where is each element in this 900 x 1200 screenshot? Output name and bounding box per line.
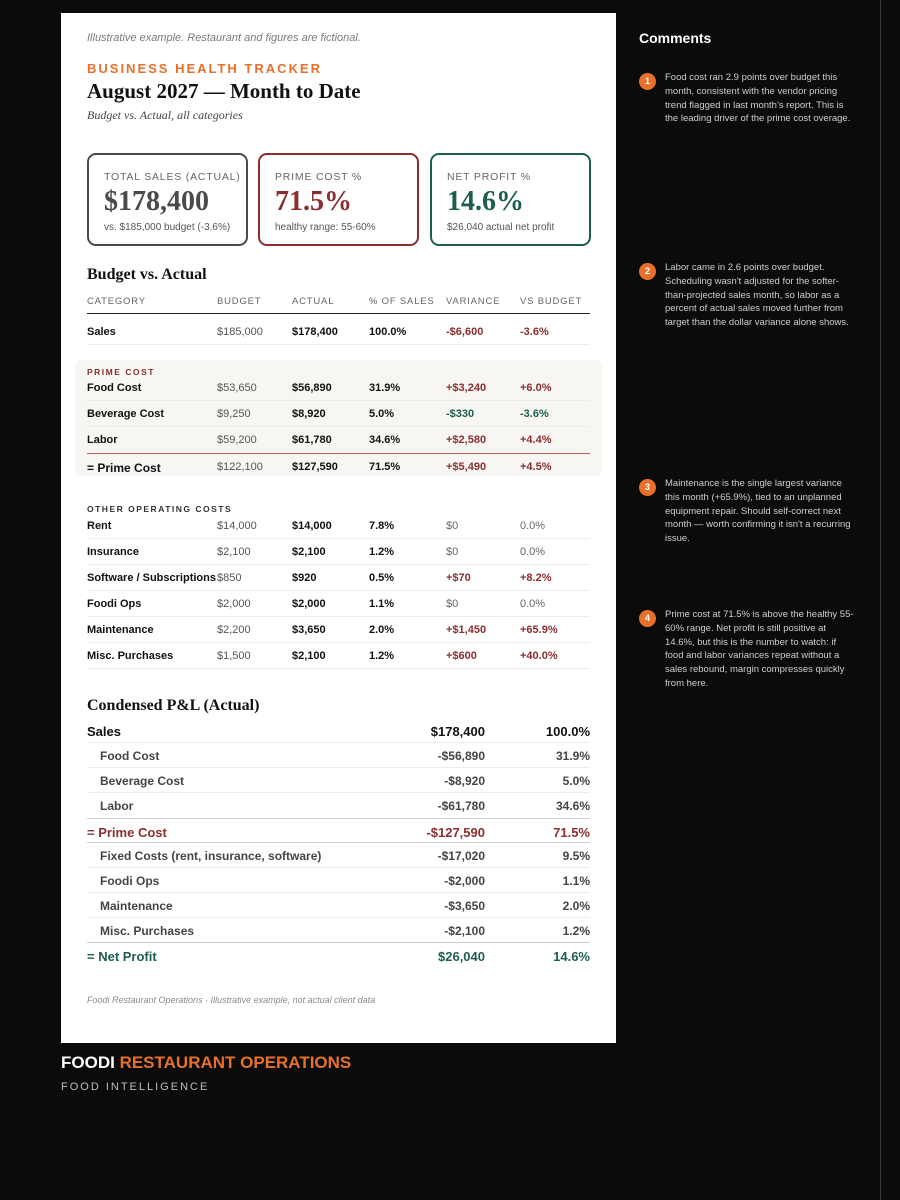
kpi-total-sales <box>87 153 248 246</box>
col-header-actual: ACTUAL <box>292 296 335 307</box>
cell-actual: $3,650 <box>292 624 326 636</box>
pl-label: Beverage Cost <box>100 774 185 788</box>
cell-pct-sales: 2.0% <box>369 624 395 636</box>
table-row-software <box>87 565 590 591</box>
pl-amount: -$56,890 <box>437 749 485 763</box>
table-row-food-cost <box>87 375 590 401</box>
pl-amount: $26,040 <box>438 949 485 964</box>
pl-amount: $178,400 <box>430 724 485 739</box>
pl-row-food-cost <box>87 743 590 768</box>
pl-pct: 34.6% <box>555 799 590 813</box>
pl-pct: 71.5% <box>553 825 590 840</box>
table-row-rent <box>87 513 590 539</box>
pl-row-misc-purchases <box>87 918 590 943</box>
pl-pct: 2.0% <box>562 899 590 913</box>
col-header-variance: VARIANCE <box>446 296 501 307</box>
kpi-label: NET PROFIT % <box>447 171 531 183</box>
cell-category: = Prime Cost <box>87 461 161 475</box>
cell-actual: $2,000 <box>292 598 326 610</box>
pl-pct: 5.0% <box>562 774 590 788</box>
cell-actual: $14,000 <box>292 520 332 532</box>
cell-actual: $178,400 <box>292 326 338 338</box>
brand-tagline: FOOD INTELLIGENCE <box>61 1081 210 1093</box>
pl-row-net-profit <box>87 942 590 967</box>
pl-label: = Net Profit <box>87 949 157 964</box>
cell-variance: +$600 <box>446 650 477 662</box>
cell-budget: $2,000 <box>217 598 251 610</box>
pl-label: Maintenance <box>100 899 173 913</box>
report-page <box>61 13 616 1043</box>
brand-name-accent: RESTAURANT OPERATIONS <box>119 1053 352 1072</box>
cell-budget: $9,250 <box>217 408 251 420</box>
comment-text: Maintenance is the single largest variance this month (+65.9%), tied to an unplanned equipment repair. Should self-correct next month — worth confirming it isn't a recurring issue. <box>665 478 851 545</box>
report-footnote: Foodi Restaurant Operations · Illustrative example, not actual client data <box>87 995 376 1005</box>
comment-text: Prime cost at 71.5% is above the healthy 55-60% range. Net profit is still positive at 14.6%, but this is the number to watch: if food and labor variances repeat without a sales rebound, margin compresses quickly from here. <box>665 609 854 689</box>
pl-label: = Prime Cost <box>87 825 167 840</box>
cell-vs-budget: +65.9% <box>520 624 558 636</box>
pl-row-fixed-costs <box>87 843 590 868</box>
pl-pct: 100.0% <box>545 724 590 739</box>
cell-pct-sales: 71.5% <box>369 461 401 473</box>
pl-amount: -$127,590 <box>426 825 485 840</box>
cell-pct-sales: 1.2% <box>369 650 395 662</box>
cell-vs-budget: 0.0% <box>520 598 546 610</box>
table-row-maintenance <box>87 617 590 643</box>
cell-category: Labor <box>87 434 118 446</box>
cell-variance: +$5,490 <box>446 461 487 473</box>
prime-cost-group-label: PRIME COST <box>87 367 155 377</box>
kpi-net-profit <box>430 153 591 246</box>
comment-text: Food cost ran 2.9 points over budget this month, consistent with the vendor pricing trend flagged in last month's report. This is the leading driver of the prime cost overage. <box>665 72 851 125</box>
kpi-subtext: vs. $185,000 budget (-3.6%) <box>104 222 231 233</box>
cell-pct-sales: 1.1% <box>369 598 395 610</box>
kpi-label: TOTAL SALES (ACTUAL) <box>104 171 241 183</box>
comment-text: Labor came in 2.6 points over budget. Scheduling wasn't adjusted for the softer-than-projected sales month, so labor as a percent of actual sales moved further from target than the dollar variance alone shows. <box>665 262 849 329</box>
table-row-misc-purchases <box>87 643 590 669</box>
kpi-subtext: healthy range: 55-60% <box>275 222 376 233</box>
report-title: August 2027 — Month to Date <box>87 79 361 103</box>
cell-vs-budget: -3.6% <box>520 408 549 420</box>
col-header-pct-sales: % OF SALES <box>369 296 435 307</box>
cell-variance: +$2,580 <box>446 434 487 446</box>
pl-row-foodi-ops <box>87 868 590 893</box>
pl-row-sales <box>87 718 590 743</box>
cell-budget: $185,000 <box>217 326 263 338</box>
cell-actual: $2,100 <box>292 546 326 558</box>
cell-budget: $14,000 <box>217 520 257 532</box>
cell-budget: $850 <box>217 572 242 584</box>
cell-variance: -$330 <box>446 408 475 420</box>
pl-amount: -$17,020 <box>437 849 485 863</box>
pl-label: Sales <box>87 724 121 739</box>
pl-label: Fixed Costs (rent, insurance, software) <box>100 849 322 863</box>
cell-pct-sales: 100.0% <box>369 326 407 338</box>
cell-actual: $127,590 <box>292 461 338 473</box>
col-header-budget: BUDGET <box>217 296 262 307</box>
kpi-subtext: $26,040 actual net profit <box>447 222 555 233</box>
cell-variance: $0 <box>446 598 459 610</box>
cell-category: Rent <box>87 520 112 532</box>
cell-category: Foodi Ops <box>87 598 142 610</box>
cell-pct-sales: 0.5% <box>369 572 395 584</box>
cell-budget: $59,200 <box>217 434 257 446</box>
cell-actual: $2,100 <box>292 650 326 662</box>
report-subtitle: Budget vs. Actual, all categories <box>87 108 243 122</box>
cell-pct-sales: 34.6% <box>369 434 401 446</box>
pl-pct: 1.1% <box>562 874 590 888</box>
cell-vs-budget: +8.2% <box>520 572 552 584</box>
pl-pct: 14.6% <box>553 949 590 964</box>
cell-actual: $920 <box>292 572 317 584</box>
cell-budget: $122,100 <box>217 461 263 473</box>
cell-variance: +$3,240 <box>446 382 487 394</box>
table-row-prime-cost-total <box>87 453 590 479</box>
pl-label: Misc. Purchases <box>100 924 195 938</box>
table-row-labor <box>87 427 590 453</box>
right-edge-rule <box>880 0 881 1200</box>
cell-variance: $0 <box>446 520 459 532</box>
pl-amount: -$3,650 <box>444 899 485 913</box>
cell-pct-sales: 5.0% <box>369 408 395 420</box>
cell-category: Misc. Purchases <box>87 650 174 662</box>
cell-category: Software / Subscriptions <box>87 572 216 584</box>
pl-label: Foodi Ops <box>100 874 160 888</box>
cell-category: Maintenance <box>87 624 154 636</box>
pl-amount: -$2,100 <box>444 924 485 938</box>
cell-variance: -$6,600 <box>446 326 484 338</box>
cell-actual: $61,780 <box>292 434 332 446</box>
cell-category: Food Cost <box>87 382 142 394</box>
pl-amount: -$2,000 <box>444 874 485 888</box>
pl-row-maintenance <box>87 893 590 918</box>
cell-vs-budget: +4.4% <box>520 434 552 446</box>
kpi-value: 14.6% <box>447 186 524 217</box>
col-header-category: CATEGORY <box>87 296 146 307</box>
cell-actual: $8,920 <box>292 408 326 420</box>
pl-pct: 31.9% <box>555 749 590 763</box>
brand-name: FOODI <box>61 1053 120 1072</box>
table-row-foodi-ops <box>87 591 590 617</box>
report-kicker: BUSINESS HEALTH TRACKER <box>87 61 322 76</box>
comment-number-badge: 2 <box>639 263 656 280</box>
other-costs-group-label: OTHER OPERATING COSTS <box>87 504 233 514</box>
cell-budget: $2,100 <box>217 546 251 558</box>
pl-title: Condensed P&L (Actual) <box>87 697 260 714</box>
pl-row-beverage-cost <box>87 768 590 793</box>
comment-number-badge: 4 <box>639 610 656 627</box>
kpi-prime-cost <box>258 153 419 246</box>
budget-vs-actual-title: Budget vs. Actual <box>87 266 207 283</box>
pl-amount: -$8,920 <box>444 774 485 788</box>
cell-variance: +$1,450 <box>446 624 487 636</box>
cell-vs-budget: 0.0% <box>520 546 546 558</box>
cell-vs-budget: +40.0% <box>520 650 558 662</box>
cell-budget: $2,200 <box>217 624 251 636</box>
kpi-value: 71.5% <box>275 186 352 217</box>
comments-title: Comments <box>639 30 712 46</box>
col-header-vs-budget: VS BUDGET <box>520 296 583 307</box>
pl-row-labor <box>87 793 590 818</box>
cell-vs-budget: -3.6% <box>520 326 549 338</box>
pl-label: Food Cost <box>100 749 160 763</box>
cell-category: Sales <box>87 326 116 338</box>
cell-budget: $1,500 <box>217 650 251 662</box>
cell-pct-sales: 1.2% <box>369 546 395 558</box>
cell-category: Insurance <box>87 546 139 558</box>
cell-vs-budget: 0.0% <box>520 520 546 532</box>
pl-amount: -$61,780 <box>437 799 485 813</box>
cell-pct-sales: 31.9% <box>369 382 401 394</box>
table-row-insurance <box>87 539 590 565</box>
pl-pct: 9.5% <box>562 849 590 863</box>
brand-wordmark <box>61 1053 351 1073</box>
kpi-label: PRIME COST % <box>275 171 363 183</box>
cell-variance: +$70 <box>446 572 471 584</box>
illustrative-note: Illustrative example. Restaurant and figures are fictional. <box>87 32 361 44</box>
cell-vs-budget: +6.0% <box>520 382 552 394</box>
cell-budget: $53,650 <box>217 382 257 394</box>
pl-row-prime-cost <box>87 818 590 843</box>
cell-variance: $0 <box>446 546 459 558</box>
comment-number-badge: 1 <box>639 73 656 90</box>
table-row-sales <box>87 319 590 345</box>
kpi-value: $178,400 <box>104 186 209 217</box>
table-row-beverage-cost <box>87 401 590 427</box>
pl-label: Labor <box>100 799 134 813</box>
pl-pct: 1.2% <box>562 924 590 938</box>
cell-pct-sales: 7.8% <box>369 520 395 532</box>
cell-actual: $56,890 <box>292 382 332 394</box>
table-header <box>87 296 590 314</box>
cell-category: Beverage Cost <box>87 408 165 420</box>
comment-number-badge: 3 <box>639 479 656 496</box>
cell-vs-budget: +4.5% <box>520 461 552 473</box>
